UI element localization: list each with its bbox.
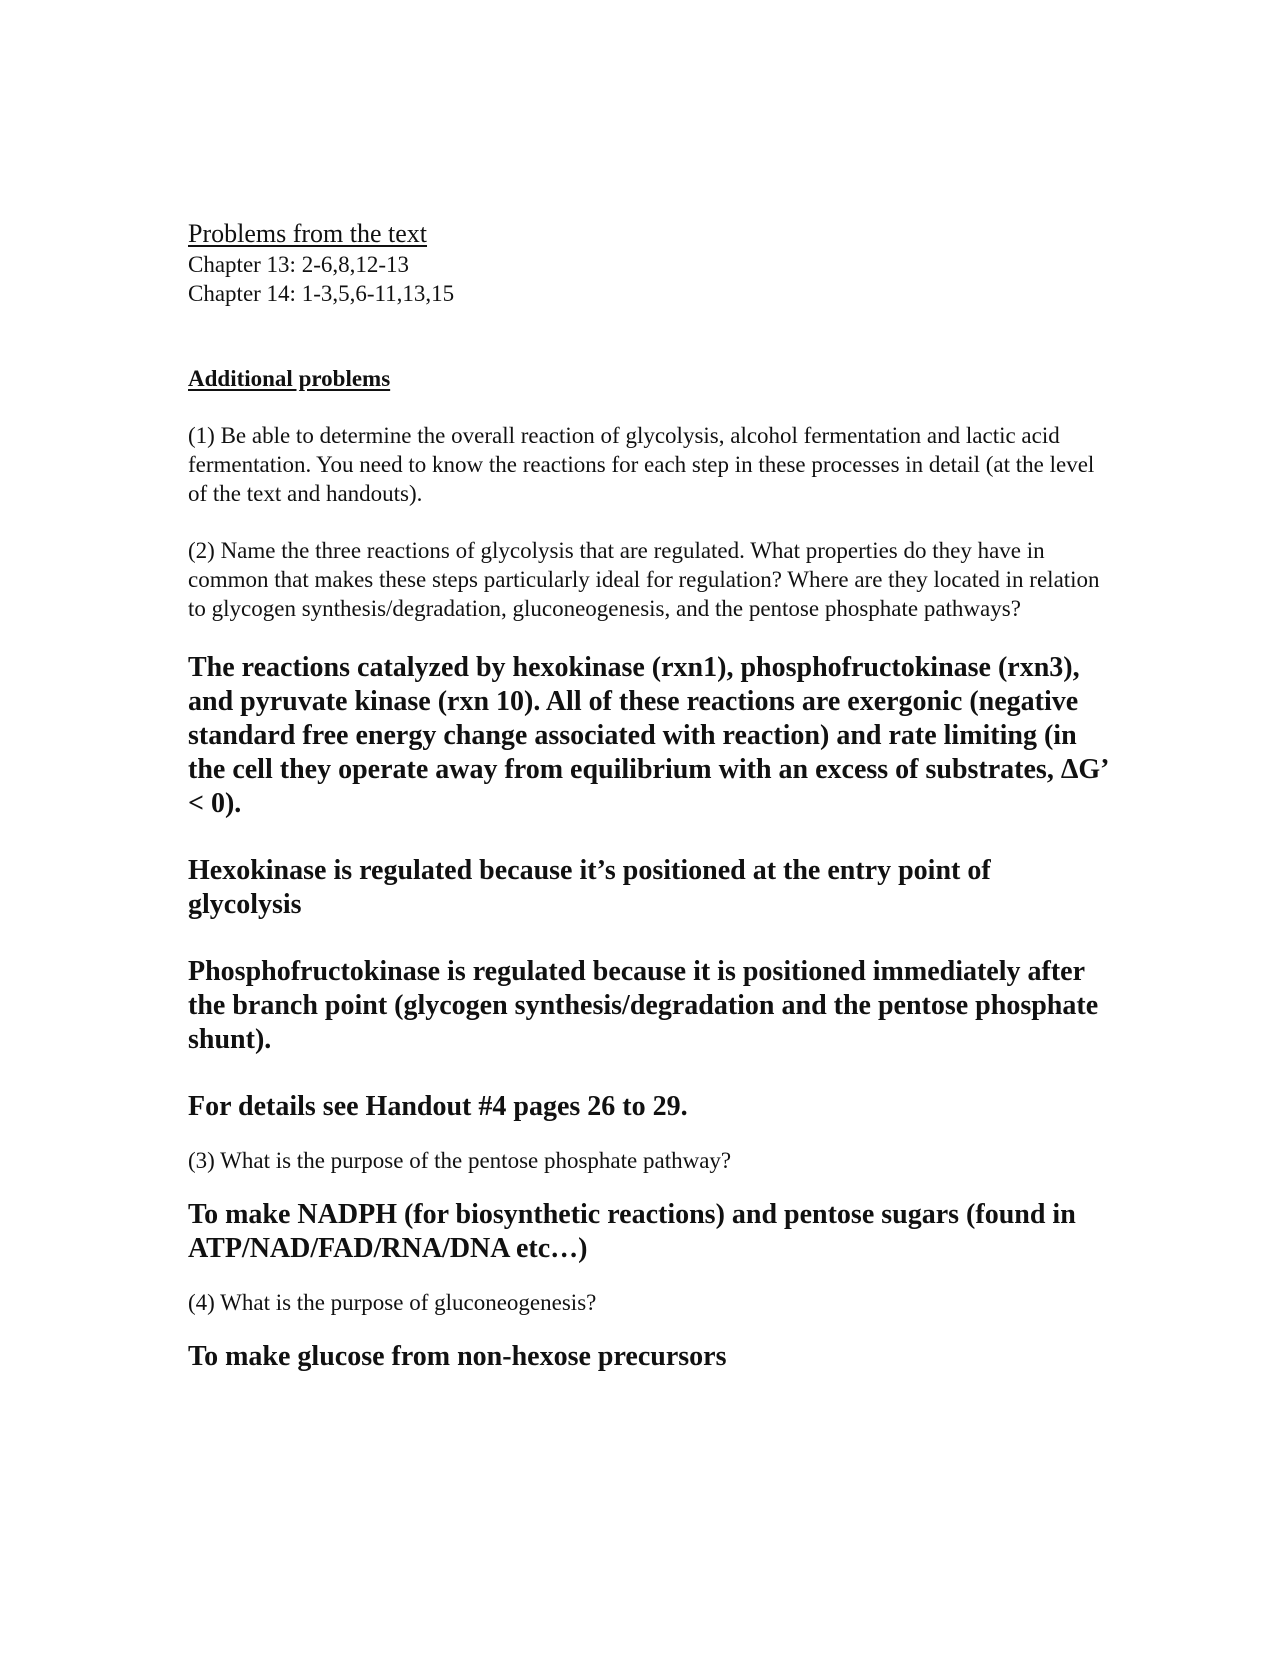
answer-2-paragraph-4: For details see Handout #4 pages 26 to 29. xyxy=(188,1091,688,1122)
question-1: (1) Be able to determine the overall reaction of glycolysis, alcohol fermentation and lactic acid fermentation. You need to know the reactions for each step in these processes in detail (at the level of the text and handouts). xyxy=(188,423,1095,506)
answer-2-paragraph-2: Hexokinase is regulated because it’s positioned at the entry point of glycolysis xyxy=(188,855,991,920)
answer-4: To make glucose from non-hexose precursors xyxy=(188,1341,727,1372)
section-title: Problems from the text xyxy=(188,219,428,248)
question-2: (2) Name the three reactions of glycolysis that are regulated. What properties do they have in common that makes these steps particularly ideal for regulation? Where are they located in relation to glycogen synthesis/degradation, gluconeogenesis, and the pentose phosphate pathways? xyxy=(188,538,1100,621)
answer-2-paragraph-1: The reactions catalyzed by hexokinase (rxn1), phosphofructokinase (rxn3), and pyruvate kinase (rxn 10). All of these reactions are exergonic (negative standard free energy change associated with reaction) and rate limiting (in the cell they operate away from equilibrium with an excess of substrates, ΔG’ < 0). xyxy=(188,652,1108,819)
answer-3: To make NADPH (for biosynthetic reactions) and pentose sugars (found in ATP/NAD/FAD/RNA/DNA etc…) xyxy=(188,1199,1076,1264)
answer-2-paragraph-3: Phosphofructokinase is regulated because it is positioned immediately after the branch point (glycogen synthesis/degradation and the pentose phosphate shunt). xyxy=(188,956,1099,1055)
document-page xyxy=(188,218,1108,1374)
chapter-14-line: Chapter 14: 1-3,5,6-11,13,15 xyxy=(188,281,455,306)
additional-problems-heading: Additional problems xyxy=(188,366,391,391)
question-3: (3) What is the purpose of the pentose phosphate pathway? xyxy=(188,1148,732,1173)
question-4: (4) What is the purpose of gluconeogenesis? xyxy=(188,1290,597,1315)
chapter-13-line: Chapter 13: 2-6,8,12-13 xyxy=(188,252,410,277)
